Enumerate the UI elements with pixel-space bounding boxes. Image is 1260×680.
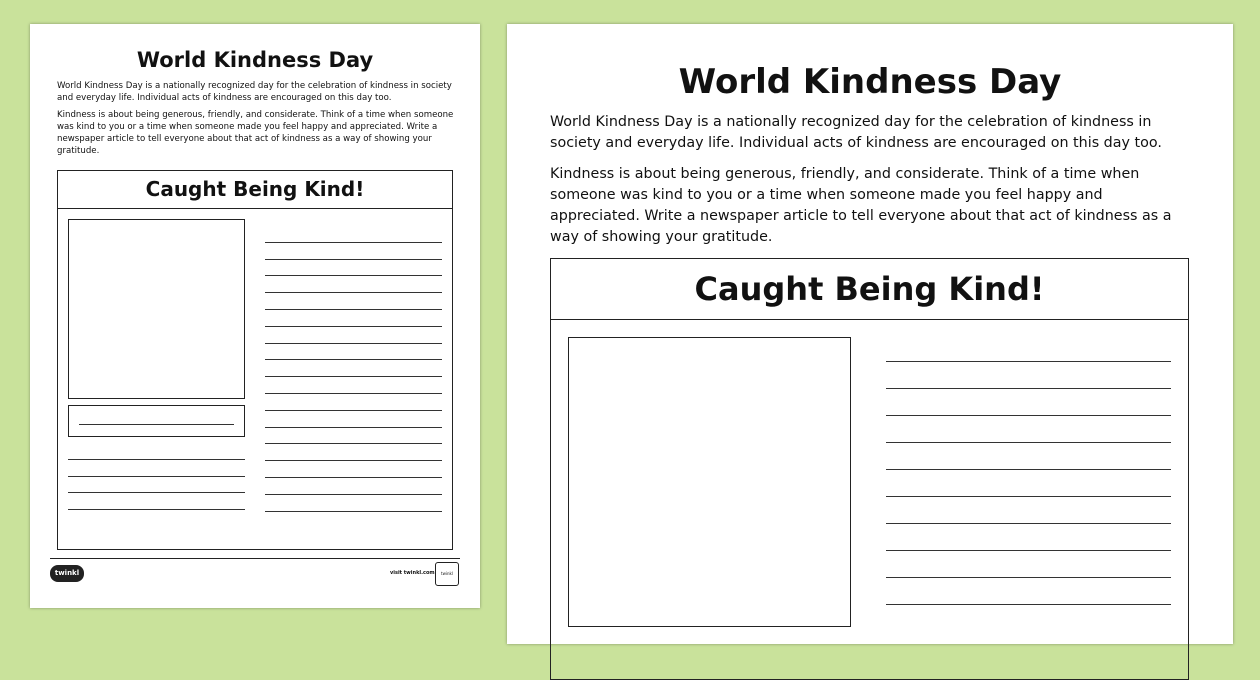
writing-line: [265, 260, 442, 277]
writing-line: [265, 411, 442, 428]
writing-line: [886, 389, 1171, 416]
writing-line: [886, 416, 1171, 443]
writing-lines-bottom: [68, 443, 245, 510]
writing-line: [265, 276, 442, 293]
writing-line: [265, 428, 442, 445]
caption-box: [68, 405, 245, 437]
writing-line: [265, 360, 442, 377]
article-box: [550, 258, 1189, 680]
twinkl-logo: twinkl: [50, 565, 84, 582]
intro-paragraph-1: World Kindness Day is a nationally recognized day for the celebration of kindness in society and everyday life. Individual acts of kindness are encouraged on this day too.: [550, 114, 1162, 151]
worksheet-title: World Kindness Day: [678, 62, 1062, 102]
writing-line: [886, 524, 1171, 551]
intro-paragraph-1: World Kindness Day is a nationally recognized day for the celebration of kindness in society and everyday life. Individual acts of kindness are encouraged on this day too.: [57, 81, 452, 103]
writing-line: [68, 460, 245, 477]
writing-lines-right: [265, 226, 442, 512]
intro-paragraph-2: Kindness is about being generous, friendly, and considerate. Think of a time when someone was kind to you or a time when someone made you feel happy and appreciated. Write a newspaper article to tell everyone about that act of kindness as a way of showing your gratitude.: [550, 166, 1172, 245]
footer-url: visit twinkl.com: [390, 570, 435, 576]
writing-line: [265, 461, 442, 478]
writing-line: [265, 444, 442, 461]
writing-line: [886, 497, 1171, 524]
writing-line: [886, 335, 1171, 362]
writing-line: [265, 293, 442, 310]
writing-line: [265, 226, 442, 243]
footer-seal: twinkl: [435, 562, 459, 586]
writing-line: [265, 344, 442, 361]
writing-line: [886, 362, 1171, 389]
intro-text: [57, 80, 457, 157]
writing-lines-right: [886, 335, 1171, 605]
writing-line: [265, 327, 442, 344]
writing-line: [886, 470, 1171, 497]
intro-paragraph-2: Kindness is about being generous, friendly, and considerate. Think of a time when someone was kind to you or a time when someone made you feel happy and appreciated. Write a newspaper article to tell everyone about that act of kindness as a way of showing your gratitude.: [57, 110, 454, 156]
writing-line: [265, 243, 442, 260]
writing-line: [265, 478, 442, 495]
worksheet-preview-small: [30, 24, 480, 608]
footer-divider: [50, 558, 460, 559]
writing-line: [265, 377, 442, 394]
writing-line: [886, 551, 1171, 578]
writing-line: [886, 443, 1171, 470]
writing-line: [265, 495, 442, 512]
writing-line: [886, 578, 1171, 605]
writing-line: [68, 443, 245, 460]
writing-line: [265, 310, 442, 327]
caption-line: [79, 424, 234, 425]
worksheet-preview-large: [507, 24, 1233, 644]
article-box: [57, 170, 453, 550]
writing-line: [68, 493, 245, 510]
article-heading: Caught Being Kind!: [551, 259, 1188, 320]
picture-frame: [68, 219, 245, 399]
worksheet-title: World Kindness Day: [136, 48, 374, 72]
writing-line: [68, 477, 245, 494]
intro-text: [550, 112, 1190, 248]
writing-line: [265, 394, 442, 411]
article-heading: Caught Being Kind!: [58, 171, 452, 209]
picture-frame: [568, 337, 851, 627]
